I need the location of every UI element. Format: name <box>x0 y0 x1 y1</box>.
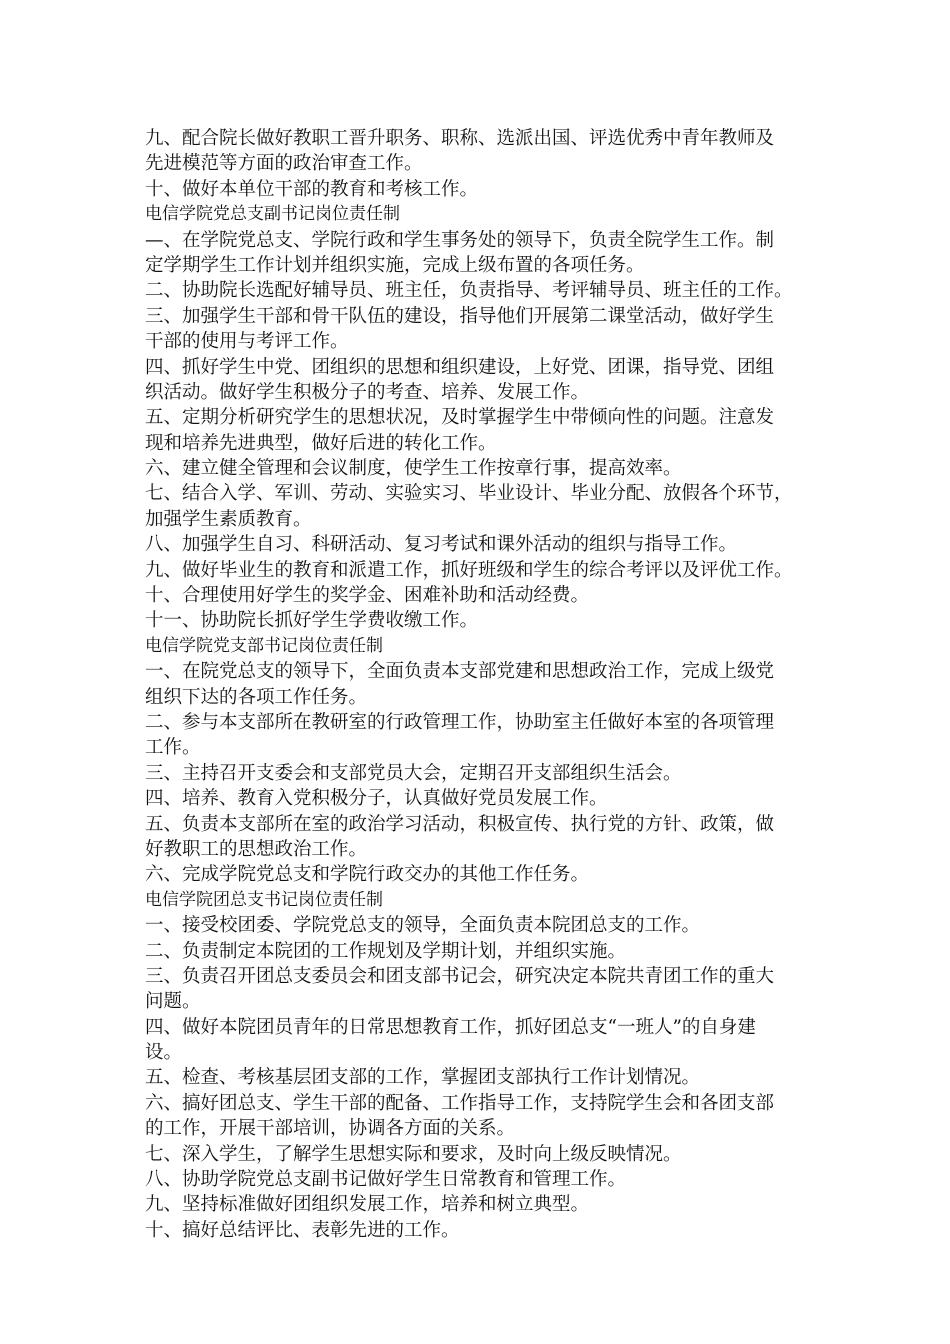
text-line: 九、坚持标准做好团组织发展工作，培养和树立典型。 <box>145 1194 590 1216</box>
text-line: 织活动。做好学生积极分子的考查、培养、发展工作。 <box>145 381 590 403</box>
text-line: 设。 <box>145 1042 183 1064</box>
text-line: 五、检查、考核基层团支部的工作，掌握团支部执行工作计划情况。 <box>145 1067 701 1089</box>
text-line: 六、搞好团总支、学生干部的配备、工作指导工作，支持院学生会和各团支部 <box>145 1092 775 1114</box>
text-line: 七、深入学生，了解学生思想实际和要求，及时向上级反映情况。 <box>145 1143 682 1165</box>
text-line: 五、定期分析研究学生的思想状况，及时掌握学生中带倾向性的问题。注意发 <box>145 407 775 429</box>
text-line: 十一、协助院长抓好学生学费收缴工作。 <box>145 610 479 632</box>
section-heading: 电信学院党支部书记岗位责任制 <box>145 635 383 656</box>
text-line: 七、结合入学、军训、劳动、实验实习、毕业设计、毕业分配、放假各个环节， <box>145 483 793 505</box>
text-line: 九、配合院长做好教职工晋升职务、职称、选派出国、评选优秀中青年教师及 <box>145 128 775 149</box>
text-line: 一、在院党总支的领导下，全面负责本支部党建和思想政治工作，完成上级党 <box>145 661 775 683</box>
text-line: 四、做好本院团员青年的日常思想教育工作，抓好团总支“一班人”的自身建 <box>145 1016 756 1038</box>
section-heading: 电信学院团总支书记岗位责任制 <box>145 889 383 910</box>
text-line: 问题。 <box>145 991 201 1013</box>
text-line: 加强学生素质教育。 <box>145 508 312 530</box>
text-line: 八、协助学院党总支副书记做好学生日常教育和管理工作。 <box>145 1169 627 1191</box>
text-line: 三、加强学生干部和骨干队伍的建设，指导他们开展第二课堂活动，做好学生 <box>145 305 775 327</box>
text-line: 二、参与本支部所在教研室的行政管理工作，协助室主任做好本室的各项管理 <box>145 711 775 733</box>
text-line: 十、搞好总结评比、表彰先进的工作。 <box>145 1219 460 1241</box>
text-line: —、在学院党总支、学院行政和学生事务处的领导下，负责全院学生工作。制 <box>145 229 775 251</box>
text-line: 的工作，开展干部培训，协调各方面的关系。 <box>145 1118 516 1140</box>
text-line: 五、负责本支部所在室的政治学习活动，积极宣传、执行党的方针、政策，做 <box>145 813 775 835</box>
text-line: 十、做好本单位干部的教育和考核工作。 <box>145 178 479 200</box>
text-line: 四、抓好学生中党、团组织的思想和组织建设，上好党、团课，指导党、团组 <box>145 356 775 378</box>
text-line: 好教职工的思想政治工作。 <box>145 838 368 860</box>
document-body <box>145 126 825 1243</box>
text-line: 定学期学生工作计划并组织实施，完成上级布置的各项任务。 <box>145 254 645 276</box>
text-line: 九、做好毕业生的教育和派遣工作，抓好班级和学生的综合考评以及评优工作。 <box>145 559 793 581</box>
text-line: 工作。 <box>145 737 201 759</box>
text-line: 八、加强学生自习、科研活动、复习考试和课外活动的组织与指导工作。 <box>145 534 738 556</box>
text-line: 组织下达的各项工作任务。 <box>145 686 368 708</box>
text-line: 三、负责召开团总支委员会和团支部书记会，研究决定本院共青团工作的重大 <box>145 965 775 987</box>
text-line: 十、合理使用好学生的奖学金、困难补助和活动经费。 <box>145 585 590 607</box>
text-line: 六、建立健全管理和会议制度，使学生工作按章行事，提高效率。 <box>145 458 682 480</box>
text-line: 六、完成学院党总支和学院行政交办的其他工作任务。 <box>145 864 590 886</box>
text-line: 一、接受校团委、学院党总支的领导，全面负责本院团总支的工作。 <box>145 915 701 937</box>
text-line: 先进模范等方面的政治审查工作。 <box>145 153 423 175</box>
text-line: 四、培养、教育入党积极分子，认真做好党员发展工作。 <box>145 788 608 810</box>
text-line: 二、负责制定本院团的工作规划及学期计划，并组织实施。 <box>145 940 627 962</box>
section-heading: 电信学院党总支副书记岗位责任制 <box>145 204 400 225</box>
text-line: 现和培养先进典型，做好后进的转化工作。 <box>145 432 497 454</box>
text-line: 三、主持召开支委会和支部党员大会，定期召开支部组织生活会。 <box>145 762 682 784</box>
text-line: 干部的使用与考评工作。 <box>145 331 349 353</box>
text-line: 二、协助院长选配好辅导员、班主任，负责指导、考评辅导员、班主任的工作。 <box>145 280 793 302</box>
